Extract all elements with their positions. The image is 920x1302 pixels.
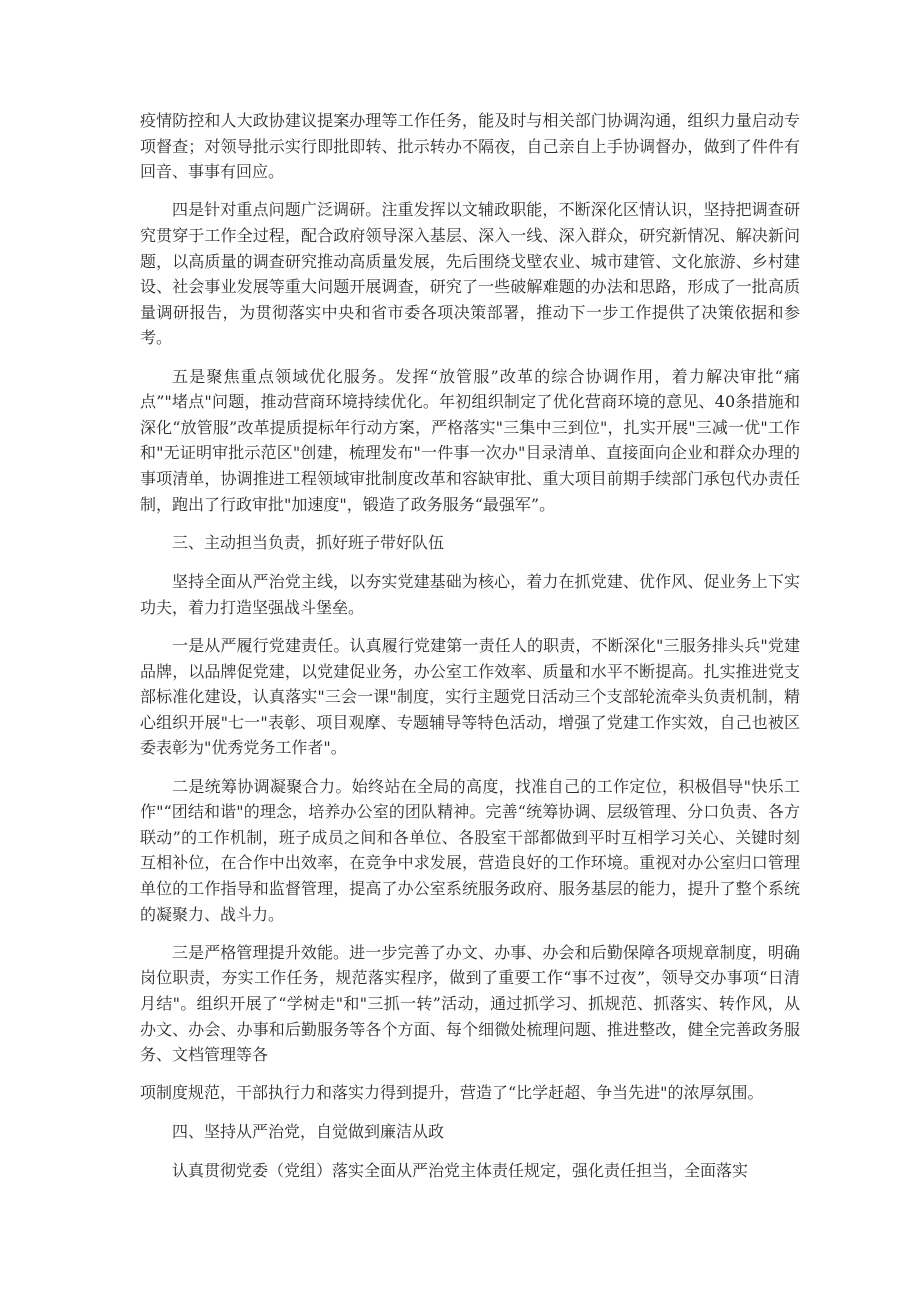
- section-heading-clean-governance: 四、坚持从严治党，自觉做到廉洁从政: [172, 1121, 445, 1141]
- paragraph-party-governance: 坚持全面从严治党主线，以夯实党建基础为核心，着力在抓党建、优作风、促业务上下实功夫，着力打造坚强战斗堡垒。: [140, 572, 800, 617]
- paragraph-coordination: 二是统筹协调凝聚合力。始终站在全局的高度，找准自己的工作定位，积极倡导"快乐工作"“团结和谐"的理念，培养办公室的团队精神。完善“统筹协调、层级管理、分口负责、各方联动”的工作机制，班子成员之间和各单位、各股室干部都做到平时互相学习关心、关键时刻互相补位，在合作中出效率，在竞争中求发展，营造良好的工作环境。重视对办公室归口管理单位的工作指导和监督管理，提高了办公室系统服务政府、服务基层的能力，提升了整个系统的凝聚力、战斗力。: [140, 776, 800, 924]
- paragraph-epidemic-supervision: 疫情防控和人大政协建议提案办理等工作任务，能及时与相关部门协调沟通，组织力量启动专项督查；对领导批示实行即批即转、批示转办不隔夜，自己亲自上手协调督办，做到了件件有回音、事事有回应。: [140, 111, 800, 182]
- paragraph-party-committee: 认真贯彻党委（党组）落实全面从严治党主体责任规定，强化责任担当，全面落实: [172, 1161, 749, 1181]
- paragraph-research: 四是针对重点问题广泛调研。注重发挥以文辅政职能，不断深化区情认识，坚持把调查研究贯穿于工作全过程，配合政府领导深入基层、深入一线、深入群众，研究新情况、解决新问题，以高质量的调查研究推动高质量发展，先后围绕戈壁农业、城市建管、文化旅游、乡村建设、社会事业发展等重大问题开展调查，研究了一些破解难题的办法和思路，形成了一批高质量调研报告，为贯彻落实中央和省市委各项决策部署，推动下一步工作提供了决策依据和参考。: [140, 200, 800, 348]
- paragraph-party-responsibility: 一是从严履行党建责任。认真履行党建第一责任人的职责，不断深化"三服务排头兵"党建品牌，以品牌促党建，以党建促业务，办公室工作效率、质量和水平不断提高。扎实推进党支部标准化建设，认真落实"三会一课"制度，实行主题党日活动三个支部轮流牵头负责机制，精心组织开展"七一"表彰、项目观摩、专题辅导等特色活动，增强了党建工作实效，自己也被区委表彰为"优秀党务工作者"。: [140, 636, 800, 758]
- section-heading-team-building: 三、主动担当负责，抓好班子带好队伍: [172, 532, 445, 552]
- paragraph-service-optimization: 五是聚焦重点领域优化服务。发挥“放管服”改革的综合协调作用，着力解决审批“痛点”"堵点"问题，推动营商环境持续优化。年初组织制定了优化营商环境的意见、40条措施和深化“放管服”改革提质提标年行动方案，严格落实"三集中三到位"，扎实开展"三减一优"工作和"无证明审批示范区"创建，梳理发布"一件事一次办"目录清单、直接面向企业和群众办理的事项清单，协调推进工程领域审批制度改革和容缺审批、重大项目前期手续部门承包代办责任制，跑出了行政审批"加速度"，锻造了政务服务“最强军”。: [140, 366, 800, 514]
- paragraph-management-continued: 项制度规范，干部执行力和落实力得到提升，营造了“比学赶超、争当先进"的浓厚氛围。: [140, 1083, 764, 1103]
- paragraph-management-efficiency: 三是严格管理提升效能。进一步完善了办文、办事、办会和后勤保障各项规章制度，明确岗位职责，夯实工作任务，规范落实程序，做到了重要工作“事不过夜”，领导交办事项“日清月结"。组织开展了“学树走"和"三抓一转”活动，通过抓学习、抓规范、抓落实、转作风，从办文、办会、办事和后勤服务等各个方面、每个细微处梳理问题、推进整改，健全完善政务服务、文档管理等各: [140, 942, 800, 1065]
- document-page: [140, 108, 800, 1196]
